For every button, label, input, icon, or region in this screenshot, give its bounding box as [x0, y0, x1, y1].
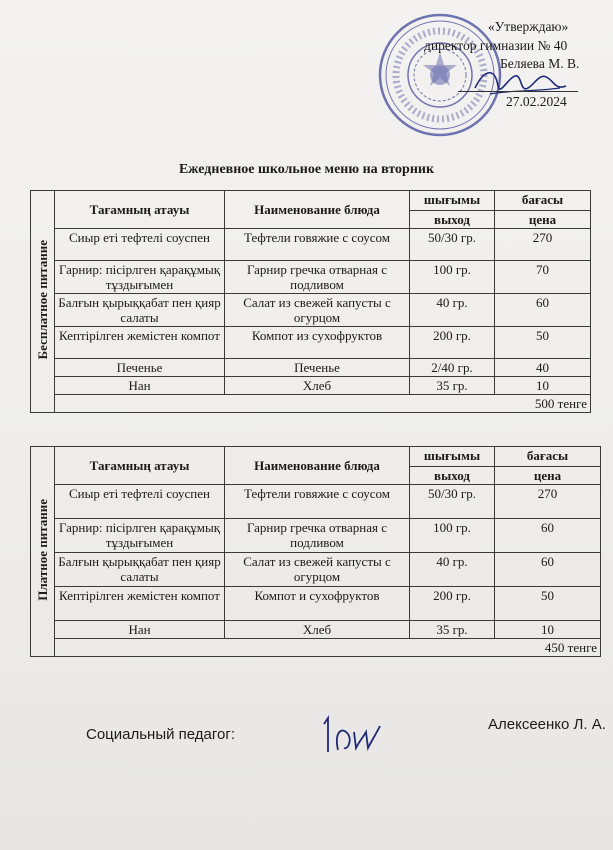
table-row — [31, 485, 601, 519]
table-row — [31, 327, 591, 359]
dish-ru: Гарнир гречка отварная с подливом — [225, 261, 410, 294]
free-meals-side-label: Бесплатное питание — [31, 191, 55, 413]
paid-meals-side-label: Платное питание — [31, 447, 55, 657]
paid-meals-table — [30, 446, 601, 657]
dish-ru: Компот из сухофруктов — [225, 327, 410, 359]
dish-portion: 35 гр. — [410, 621, 495, 639]
dish-kz: Балғын қырыққабат пен қияр салаты — [55, 294, 225, 327]
total-price: 450 тенге — [55, 639, 601, 657]
ru-portion-header: выход — [410, 211, 495, 229]
table-row — [31, 294, 591, 327]
approval-heading: «Утверждаю» — [488, 19, 569, 34]
dish-price: 60 — [495, 553, 601, 587]
dish-portion: 2/40 гр. — [410, 359, 495, 377]
table-row — [31, 261, 591, 294]
kz-name-header: Тағамның атауы — [55, 191, 225, 229]
dish-kz: Кептірілген жемістен компот — [55, 327, 225, 359]
dish-price: 70 — [495, 261, 591, 294]
dish-price: 40 — [495, 359, 591, 377]
dish-portion: 35 гр. — [410, 377, 495, 395]
dish-kz: Кептірілген жемістен компот — [55, 587, 225, 621]
director-title: директор гимназии № 40 — [424, 37, 568, 53]
dish-portion: 40 гр. — [410, 294, 495, 327]
dish-kz: Сиыр еті тефтелі соуспен — [55, 485, 225, 519]
kz-portion-header: шығымы — [410, 447, 495, 467]
table-row — [31, 587, 601, 621]
dish-price: 60 — [495, 294, 591, 327]
ru-price-header: цена — [495, 467, 601, 485]
kz-price-header: бағасы — [495, 447, 601, 467]
kz-price-header: бағасы — [495, 191, 591, 211]
dish-price: 60 — [495, 519, 601, 553]
total-price: 500 тенге — [55, 395, 591, 413]
dish-ru: Хлеб — [225, 377, 410, 395]
dish-kz: Балғын қырыққабат пен қияр салаты — [55, 553, 225, 587]
dish-price: 10 — [495, 621, 601, 639]
dish-kz: Нан — [55, 377, 225, 395]
kz-portion-header: шығымы — [410, 191, 495, 211]
table-row — [31, 621, 601, 639]
dish-portion: 50/30 гр. — [410, 229, 495, 261]
dish-ru: Хлеб — [225, 621, 410, 639]
dish-portion: 200 гр. — [410, 327, 495, 359]
dish-ru: Печенье — [225, 359, 410, 377]
dish-kz: Печенье — [55, 359, 225, 377]
table-row — [31, 359, 591, 377]
table-row — [31, 519, 601, 553]
approval-block — [418, 18, 598, 74]
signature-line — [458, 91, 578, 92]
ru-name-header: Наименование блюда — [225, 191, 410, 229]
dish-ru: Салат из свежей капусты с огурцом — [225, 553, 410, 587]
ru-price-header: цена — [495, 211, 591, 229]
dish-ru: Салат из свежей капусты с огурцом — [225, 294, 410, 327]
dish-kz: Нан — [55, 621, 225, 639]
dish-price: 10 — [495, 377, 591, 395]
page-title: Ежедневное школьное меню на вторник — [178, 162, 435, 177]
table-row — [31, 229, 591, 261]
director-name: Беляева М. В. — [500, 56, 580, 71]
table-row — [31, 553, 601, 587]
dish-kz: Гарнир: пісірлген қарақұмық тұздығымен — [55, 519, 225, 553]
dish-ru: Тефтели говяжие с соусом — [225, 485, 410, 519]
dish-kz: Сиыр еті тефтелі соуспен — [55, 229, 225, 261]
dish-portion: 40 гр. — [410, 553, 495, 587]
dish-ru: Тефтели говяжие с соусом — [225, 229, 410, 261]
ru-name-header: Наименование блюда — [225, 447, 410, 485]
approval-date: 27.02.2024 — [506, 94, 567, 109]
dish-portion: 100 гр. — [410, 519, 495, 553]
dish-price: 270 — [495, 229, 591, 261]
dish-price: 50 — [495, 327, 591, 359]
dish-portion: 200 гр. — [410, 587, 495, 621]
dish-kz: Гарнир: пісірлген қарақұмық тұздығымен — [55, 261, 225, 294]
free-meals-table — [30, 190, 591, 413]
dish-portion: 50/30 гр. — [410, 485, 495, 519]
ru-portion-header: выход — [410, 467, 495, 485]
dish-ru: Гарнир гречка отварная с подливом — [225, 519, 410, 553]
kz-name-header: Тағамның атауы — [55, 447, 225, 485]
dish-price: 50 — [495, 587, 601, 621]
dish-price: 270 — [495, 485, 601, 519]
pedagogue-name: Алексеенко Л. А. — [488, 716, 606, 733]
table-row — [31, 377, 591, 395]
pedagogue-signature — [318, 712, 393, 757]
dish-portion: 100 гр. — [410, 261, 495, 294]
dish-ru: Компот и сухофруктов — [225, 587, 410, 621]
social-pedagogue-label: Социальный педагог: — [86, 726, 236, 743]
